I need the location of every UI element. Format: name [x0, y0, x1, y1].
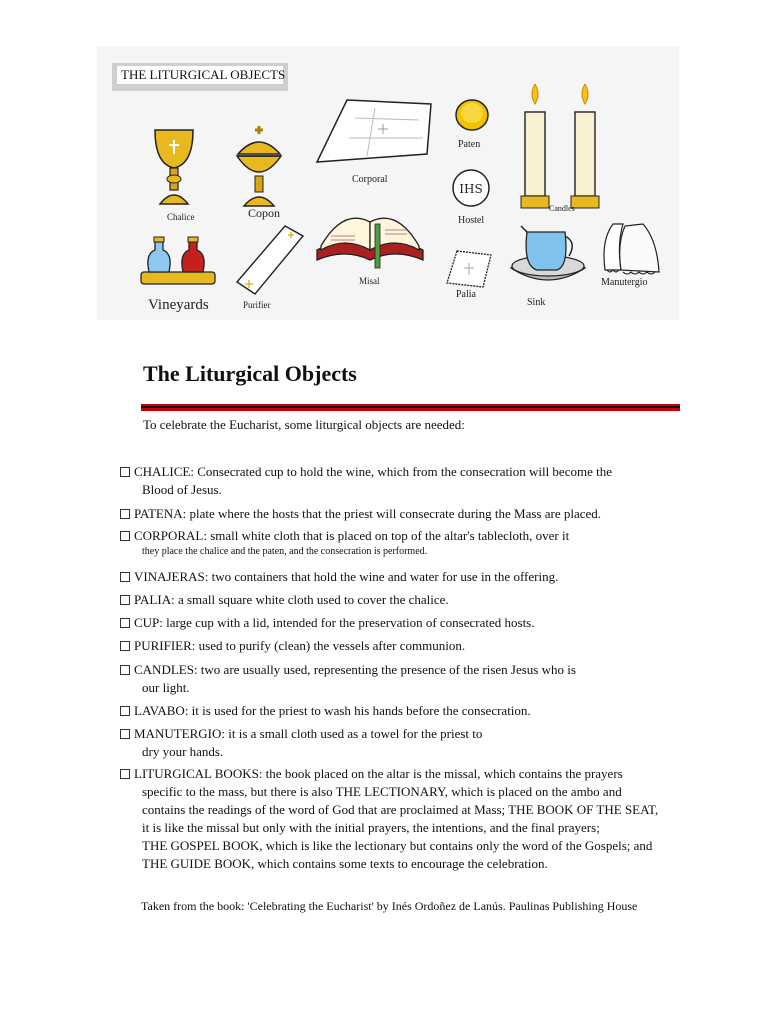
- item-text: CANDLES: two are usually used, representing the presence of the risen Jesus who is: [134, 662, 576, 677]
- label-misal: Misal: [359, 276, 380, 286]
- item-text: CHALICE: Consecrated cup to hold the wine, which from the consecration will become the: [134, 464, 612, 479]
- bullet-icon: [120, 769, 130, 779]
- bullet-icon: [120, 706, 130, 716]
- list-item: [120, 702, 690, 720]
- candles-icon: [519, 84, 607, 214]
- bullet-icon: [120, 665, 130, 675]
- list-item: [120, 614, 690, 632]
- item-text: LITURGICAL BOOKS: the book placed on the altar is the missal, which contains the prayers: [134, 766, 623, 781]
- list-item: [120, 463, 690, 499]
- label-paten: Paten: [458, 139, 481, 150]
- item-text: VINAJERAS: two containers that hold the wine and water for use in the offering.: [134, 569, 559, 584]
- label-vineyards: Vineyards: [148, 297, 209, 313]
- list-item: [120, 591, 690, 609]
- purifier-icon: [235, 224, 305, 296]
- liturgical-objects-illustration: [97, 46, 679, 320]
- illustration-title-box: [112, 63, 288, 91]
- bullet-icon: [120, 729, 130, 739]
- palia-icon: [445, 249, 493, 289]
- label-chalice: Chalice: [167, 212, 195, 222]
- copon-icon: [234, 126, 284, 208]
- source-citation: Taken from the book: 'Celebrating the Eucharist' by Inés Ordoñez de Lanús. Paulinas Publishing House: [141, 899, 638, 913]
- item-text-continued: THE GOSPEL BOOK, which is like the lectionary but contains only the word of the Gospels; and: [142, 838, 653, 853]
- hostel-icon: [451, 168, 491, 208]
- bullet-icon: [120, 572, 130, 582]
- manutergio-icon: [599, 220, 663, 276]
- paten-icon: [454, 98, 490, 132]
- item-text-continued: it is like the missal but only with the initial prayers, the intentions, and the final prayers;: [142, 820, 600, 835]
- bullet-icon: [120, 531, 130, 541]
- label-copon: Copon: [248, 206, 281, 220]
- item-text: CORPORAL: small white cloth that is placed on top of the altar's tablecloth, over it: [134, 528, 570, 543]
- item-text-continued: our light.: [142, 680, 190, 695]
- item-text-continued: Blood of Jesus.: [142, 482, 222, 497]
- list-item: [120, 765, 690, 873]
- item-text-continued: THE GUIDE BOOK, which contains some texts to encourage the celebration.: [142, 856, 548, 871]
- corporal-icon: [315, 98, 433, 166]
- label-candles: Candles: [549, 204, 575, 213]
- list-item: [120, 527, 690, 559]
- intro-text: To celebrate the Eucharist, some liturgical objects are needed:: [143, 417, 465, 432]
- label-purifier: Purifier: [243, 300, 271, 310]
- item-text: MANUTERGIO: it is a small cloth used as a towel for the priest to: [134, 726, 483, 741]
- label-manutergio: Manutergio: [601, 277, 648, 288]
- chalice-icon: [152, 124, 197, 209]
- item-text-continued: they place the chalice and the paten, and the consecration is performed.: [142, 546, 428, 557]
- item-text: PALIA: a small square white cloth used to cover the chalice.: [134, 592, 449, 607]
- item-text-continued: contains the readings of the word of God that are proclaimed at Mass; THE BOOK OF THE SEAT,: [142, 802, 659, 817]
- item-text: PATENA: plate where the hosts that the priest will consecrate during the Mass are placed.: [134, 506, 602, 521]
- page-title: The Liturgical Objects: [143, 361, 357, 386]
- title-divider: [141, 404, 680, 411]
- bullet-icon: [120, 641, 130, 651]
- list-item: [120, 637, 690, 655]
- bullet-icon: [120, 467, 130, 477]
- item-text: LAVABO: it is used for the priest to wash his hands before the consecration.: [134, 703, 531, 718]
- illustration-title: THE LITURGICAL OBJECTS: [117, 66, 283, 84]
- bullet-icon: [120, 509, 130, 519]
- misal-icon: [315, 206, 425, 270]
- item-text-continued: specific to the mass, but there is also THE LECTIONARY, which is placed on the ambo and: [142, 784, 622, 799]
- label-palia: Palia: [456, 289, 476, 300]
- list-item: [120, 568, 690, 586]
- item-text: CUP: large cup with a lid, intended for the preservation of consecrated hosts.: [134, 615, 535, 630]
- item-text: PURIFIER: used to purify (clean) the vessels after communion.: [134, 638, 466, 653]
- bullet-icon: [120, 595, 130, 605]
- list-item: [120, 505, 690, 523]
- sink-icon: [509, 222, 587, 288]
- label-sink: Sink: [527, 297, 546, 308]
- label-corporal: Corporal: [352, 174, 388, 185]
- list-item: [120, 725, 690, 761]
- list-item: [120, 661, 690, 697]
- bullet-icon: [120, 618, 130, 628]
- label-hostel: Hostel: [458, 215, 485, 226]
- vineyards-icon: [139, 234, 217, 288]
- svg-text:IHS: IHS: [459, 182, 483, 196]
- item-text-continued: dry your hands.: [142, 744, 224, 759]
